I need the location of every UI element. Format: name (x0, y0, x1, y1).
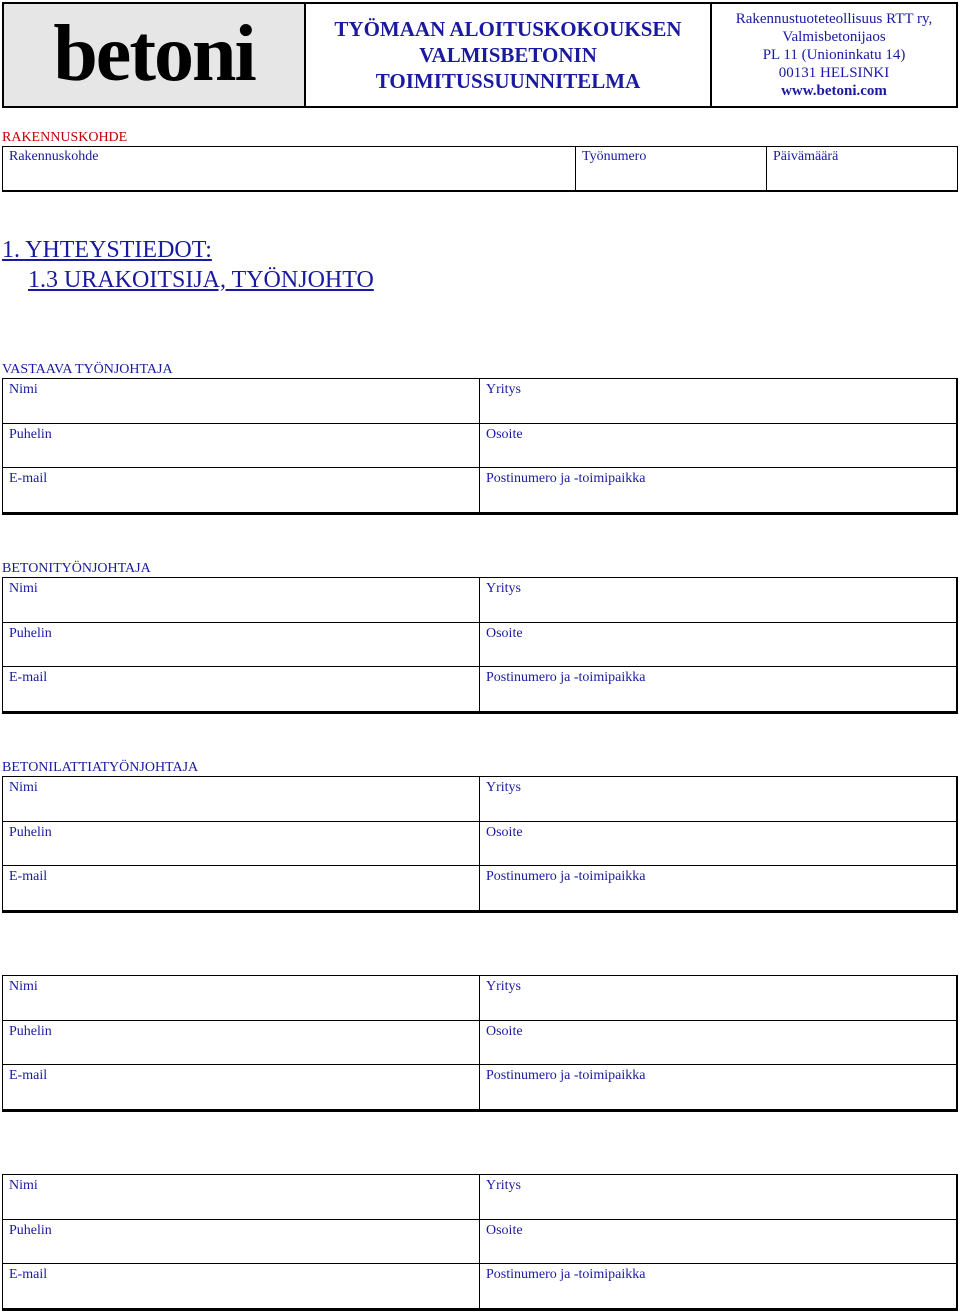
postal-label: Postinumero ja -toimipaikka (486, 869, 646, 884)
address-field[interactable] (480, 822, 956, 866)
name-label: Nimi (9, 581, 38, 596)
contact-row (3, 866, 956, 911)
company-field[interactable] (480, 1175, 956, 1219)
contact-box-5 (2, 1174, 958, 1311)
postal-field[interactable] (480, 1264, 956, 1309)
address-label: Osoite (486, 1023, 523, 1039)
project-name-label: Rakennuskohde (9, 149, 99, 164)
name-label: Nimi (9, 1178, 38, 1193)
address-line-4: 00131 HELSINKI (778, 65, 890, 81)
document-header (2, 2, 958, 108)
postal-label: Postinumero ja -toimipaikka (486, 471, 646, 486)
name-field[interactable] (3, 578, 480, 622)
postal-field[interactable] (480, 667, 956, 712)
name-field[interactable] (3, 379, 480, 423)
date-label: Päivämäärä (773, 149, 839, 164)
contact-row (3, 1264, 956, 1309)
work-number-label: Työnumero (582, 149, 647, 164)
phone-field[interactable] (3, 822, 480, 866)
document-title (306, 4, 712, 106)
project-info-box (2, 146, 958, 192)
address-line-2: Valmisbetonijaos (782, 29, 886, 45)
company-label: Yritys (486, 1178, 521, 1193)
phone-field[interactable] (3, 1021, 480, 1065)
title-line-1: TYÖMAAN ALOITUSKOKOUKSEN (334, 17, 682, 41)
company-field[interactable] (480, 379, 956, 423)
email-label: E-mail (9, 471, 48, 486)
contact-box-3 (2, 776, 958, 913)
organization-address (712, 4, 956, 106)
contact-title-3: BETONILATTIATYÖNJOHTAJA (2, 760, 199, 775)
phone-label: Puhelin (9, 1222, 52, 1238)
name-field[interactable] (3, 976, 480, 1020)
email-field[interactable] (3, 1065, 480, 1110)
address-label: Osoite (486, 625, 523, 641)
address-field[interactable] (480, 623, 956, 667)
address-line-1: Rakennustuoteteollisuus RTT ry, (735, 11, 933, 27)
postal-field[interactable] (480, 866, 956, 911)
company-label: Yritys (486, 382, 521, 397)
work-number-field[interactable] (576, 147, 767, 190)
contact-row (3, 468, 956, 513)
website-link[interactable]: www.betoni.com (781, 83, 887, 99)
contact-row (3, 1175, 956, 1220)
name-label: Nimi (9, 780, 38, 795)
section-heading: 1. YHTEYSTIEDOT: (2, 237, 212, 263)
name-field[interactable] (3, 777, 480, 821)
postal-field[interactable] (480, 1065, 956, 1110)
email-field[interactable] (3, 1264, 480, 1309)
phone-field[interactable] (3, 1220, 480, 1264)
email-label: E-mail (9, 670, 48, 685)
address-label: Osoite (486, 426, 523, 442)
company-label: Yritys (486, 581, 521, 596)
postal-label: Postinumero ja -toimipaikka (486, 670, 646, 685)
address-field[interactable] (480, 1220, 956, 1264)
email-label: E-mail (9, 1068, 48, 1083)
postal-label: Postinumero ja -toimipaikka (486, 1267, 646, 1282)
address-line-3: PL 11 (Unioninkatu 14) (762, 47, 906, 63)
email-field[interactable] (3, 667, 480, 712)
company-field[interactable] (480, 777, 956, 821)
contact-box-2 (2, 577, 958, 714)
postal-field[interactable] (480, 468, 956, 513)
email-field[interactable] (3, 468, 480, 513)
phone-label: Puhelin (9, 426, 52, 442)
address-field[interactable] (480, 424, 956, 468)
contact-row (3, 822, 956, 867)
email-label: E-mail (9, 1267, 48, 1282)
contact-row (3, 777, 956, 822)
contact-title-2: BETONITYÖNJOHTAJA (2, 561, 151, 576)
phone-label: Puhelin (9, 625, 52, 641)
company-label: Yritys (486, 780, 521, 795)
phone-label: Puhelin (9, 824, 52, 840)
contact-row (3, 976, 956, 1021)
contact-row (3, 1021, 956, 1066)
name-label: Nimi (9, 382, 38, 397)
name-field[interactable] (3, 1175, 480, 1219)
phone-field[interactable] (3, 623, 480, 667)
email-label: E-mail (9, 869, 48, 884)
subsection-heading: 1.3 URAKOITSIJA, TYÖNJOHTO (28, 267, 374, 293)
contact-row (3, 623, 956, 668)
contact-box-4 (2, 975, 958, 1112)
phone-label: Puhelin (9, 1023, 52, 1039)
contact-row (3, 1220, 956, 1265)
contact-row (3, 578, 956, 623)
phone-field[interactable] (3, 424, 480, 468)
contact-row (3, 667, 956, 712)
title-line-2: VALMISBETONIN (419, 43, 597, 67)
contact-box-1 (2, 378, 958, 515)
contact-title-1: VASTAAVA TYÖNJOHTAJA (2, 362, 173, 377)
address-label: Osoite (486, 824, 523, 840)
company-field[interactable] (480, 976, 956, 1020)
logo-cell (4, 4, 306, 106)
address-field[interactable] (480, 1021, 956, 1065)
address-label: Osoite (486, 1222, 523, 1238)
contact-row (3, 379, 956, 424)
title-line-3: TOIMITUSSUUNNITELMA (375, 69, 641, 93)
project-section-label: RAKENNUSKOHDE (2, 130, 128, 145)
name-label: Nimi (9, 979, 38, 994)
betoni-logo: betoni (53, 10, 255, 98)
company-field[interactable] (480, 578, 956, 622)
contact-row (3, 1065, 956, 1110)
project-name-field[interactable] (3, 147, 576, 190)
company-label: Yritys (486, 979, 521, 994)
email-field[interactable] (3, 866, 480, 911)
contact-row (3, 424, 956, 469)
date-field[interactable] (767, 147, 957, 190)
postal-label: Postinumero ja -toimipaikka (486, 1068, 646, 1083)
